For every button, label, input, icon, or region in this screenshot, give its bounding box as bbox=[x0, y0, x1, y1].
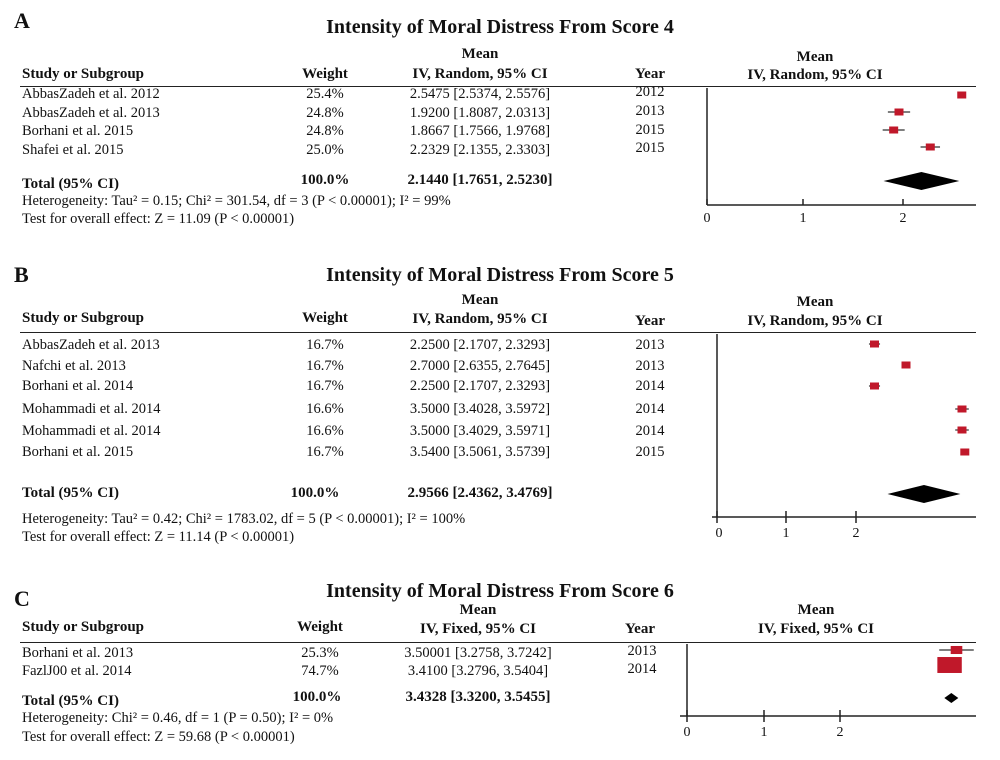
header-weight: Weight bbox=[302, 66, 348, 82]
study-year: 2013 bbox=[635, 103, 665, 119]
study-marker bbox=[951, 646, 963, 654]
header-year: Year bbox=[635, 313, 665, 329]
x-tick-label: 1 bbox=[782, 526, 790, 541]
study-weight: 25.4% bbox=[306, 86, 344, 102]
total-label: Total (95% CI) bbox=[22, 176, 119, 192]
study-ci: 2.2500 [2.1707, 2.3293] bbox=[409, 378, 551, 394]
total-label: Total (95% CI) bbox=[22, 485, 119, 501]
header-mean-line1: Mean bbox=[461, 46, 499, 62]
study-marker bbox=[937, 657, 961, 673]
panel-title: Intensity of Moral Distress From Score 4 bbox=[326, 16, 674, 38]
total-weight: 100.0% bbox=[292, 689, 342, 705]
study-ci: 1.8667 [1.7566, 1.9768] bbox=[409, 123, 551, 139]
study-ci: 2.7000 [2.6355, 2.7645] bbox=[409, 358, 551, 374]
x-tick-label: 2 bbox=[852, 526, 860, 541]
header-plot-line2: IV, Fixed, 95% CI bbox=[758, 621, 874, 637]
header-mean-line2: IV, Random, 95% CI bbox=[412, 66, 548, 82]
header-weight: Weight bbox=[297, 619, 343, 635]
total-ci: 2.1440 [1.7651, 2.5230] bbox=[407, 172, 553, 188]
study-name: AbbasZadeh et al. 2013 bbox=[22, 105, 160, 121]
overall-effect-text: Test for overall effect: Z = 59.68 (P < 0.00001) bbox=[22, 729, 295, 745]
study-weight: 74.7% bbox=[301, 663, 339, 679]
study-name: Mohammadi et al. 2014 bbox=[22, 423, 161, 439]
study-weight: 16.7% bbox=[306, 444, 344, 460]
x-tick-label: 2 bbox=[836, 725, 844, 740]
header-year: Year bbox=[625, 621, 655, 637]
header-plot-line2: IV, Random, 95% CI bbox=[747, 67, 883, 83]
header-mean-line1: Mean bbox=[459, 602, 497, 618]
study-ci: 2.2500 [2.1707, 2.3293] bbox=[409, 337, 551, 353]
study-weight: 16.6% bbox=[306, 401, 344, 417]
panel-label: B bbox=[14, 262, 29, 287]
study-year: 2013 bbox=[635, 337, 665, 353]
study-year: 2014 bbox=[635, 401, 665, 417]
header-plot-line1: Mean bbox=[797, 602, 835, 618]
study-ci: 3.5000 [3.4029, 3.5971] bbox=[409, 423, 551, 439]
study-weight: 16.7% bbox=[306, 358, 344, 374]
study-markers bbox=[937, 646, 973, 703]
study-year: 2014 bbox=[635, 378, 665, 394]
panel-title: Intensity of Moral Distress From Score 5 bbox=[326, 264, 674, 286]
header-mean-line2: IV, Random, 95% CI bbox=[412, 311, 548, 327]
study-name: FazlJ00 et al. 2014 bbox=[22, 663, 132, 679]
study-name: Borhani et al. 2015 bbox=[22, 123, 134, 139]
total-weight: 100.0% bbox=[300, 172, 350, 188]
study-year: 2015 bbox=[635, 444, 665, 460]
header-weight: Weight bbox=[302, 310, 348, 326]
heterogeneity-text: Heterogeneity: Tau² = 0.42; Chi² = 1783.02, df = 5 (P < 0.00001); I² = 100% bbox=[22, 511, 466, 527]
x-tick-label: 1 bbox=[760, 725, 768, 740]
study-name: Nafchi et al. 2013 bbox=[22, 358, 126, 374]
study-weight: 16.6% bbox=[306, 423, 344, 439]
heterogeneity-text: Heterogeneity: Chi² = 0.46, df = 1 (P = 0.50); I² = 0% bbox=[22, 710, 334, 726]
overall-effect-text: Test for overall effect: Z = 11.09 (P < 0.00001) bbox=[22, 211, 295, 227]
header-mean-line2: IV, Fixed, 95% CI bbox=[420, 621, 536, 637]
study-ci: 2.2329 [2.1355, 2.3303] bbox=[409, 142, 551, 158]
header-study: Study or Subgroup bbox=[22, 619, 145, 635]
x-tick-label: 0 bbox=[703, 211, 711, 226]
study-year: 2013 bbox=[635, 358, 665, 374]
x-tick-label: 1 bbox=[799, 211, 807, 226]
header-study: Study or Subgroup bbox=[22, 66, 145, 82]
study-year: 2015 bbox=[635, 140, 665, 156]
study-weight: 25.0% bbox=[306, 142, 344, 158]
study-weight: 24.8% bbox=[306, 105, 344, 121]
overall-effect-text: Test for overall effect: Z = 11.14 (P < 0.00001) bbox=[22, 529, 295, 545]
study-year: 2013 bbox=[627, 643, 657, 659]
study-name: Borhani et al. 2015 bbox=[22, 444, 134, 460]
study-weight: 16.7% bbox=[306, 378, 344, 394]
header-mean-line1: Mean bbox=[461, 292, 499, 308]
study-ci: 1.9200 [1.8087, 2.0313] bbox=[409, 105, 551, 121]
header-year: Year bbox=[635, 66, 665, 82]
total-label: Total (95% CI) bbox=[22, 693, 119, 709]
x-tick-label: 2 bbox=[899, 211, 907, 226]
study-ci: 3.50001 [3.2758, 3.7242] bbox=[404, 645, 552, 661]
study-ci: 3.4100 [3.2796, 3.5404] bbox=[407, 663, 549, 679]
x-tick-label: 0 bbox=[683, 725, 691, 740]
header-plot-line2: IV, Random, 95% CI bbox=[747, 313, 883, 329]
study-name: AbbasZadeh et al. 2012 bbox=[22, 86, 160, 102]
heterogeneity-text: Heterogeneity: Tau² = 0.15; Chi² = 301.54, df = 3 (P < 0.00001); I² = 99% bbox=[22, 193, 451, 209]
panel-label: A bbox=[14, 8, 30, 33]
study-name: Shafei et al. 2015 bbox=[22, 142, 124, 158]
total-ci: 3.4328 [3.3200, 3.5455] bbox=[405, 689, 551, 705]
study-year: 2015 bbox=[635, 122, 665, 138]
total-weight: 100.0% bbox=[290, 485, 340, 501]
study-name: Borhani et al. 2014 bbox=[22, 378, 134, 394]
study-ci: 3.5000 [3.4028, 3.5972] bbox=[409, 401, 551, 417]
total-ci: 2.9566 [2.4362, 3.4769] bbox=[407, 485, 553, 501]
study-weight: 25.3% bbox=[301, 645, 339, 661]
study-name: Mohammadi et al. 2014 bbox=[22, 401, 161, 417]
study-year: 2014 bbox=[635, 423, 665, 439]
study-ci: 2.5475 [2.5374, 2.5576] bbox=[409, 86, 551, 102]
panel-label: C bbox=[14, 586, 30, 611]
study-year: 2014 bbox=[627, 661, 657, 677]
panel-title: Intensity of Moral Distress From Score 6 bbox=[326, 580, 674, 602]
study-name: AbbasZadeh et al. 2013 bbox=[22, 337, 160, 353]
x-tick-label: 0 bbox=[715, 526, 723, 541]
plot-ticks bbox=[684, 710, 844, 740]
study-weight: 24.8% bbox=[306, 123, 344, 139]
header-plot-line1: Mean bbox=[796, 294, 834, 310]
study-year: 2012 bbox=[635, 84, 665, 100]
header-plot-line1: Mean bbox=[796, 49, 834, 65]
study-name: Borhani et al. 2013 bbox=[22, 645, 134, 661]
study-weight: 16.7% bbox=[306, 337, 344, 353]
header-study: Study or Subgroup bbox=[22, 310, 145, 326]
pooled-diamond bbox=[944, 693, 958, 703]
study-ci: 3.5400 [3.5061, 3.5739] bbox=[409, 444, 551, 460]
